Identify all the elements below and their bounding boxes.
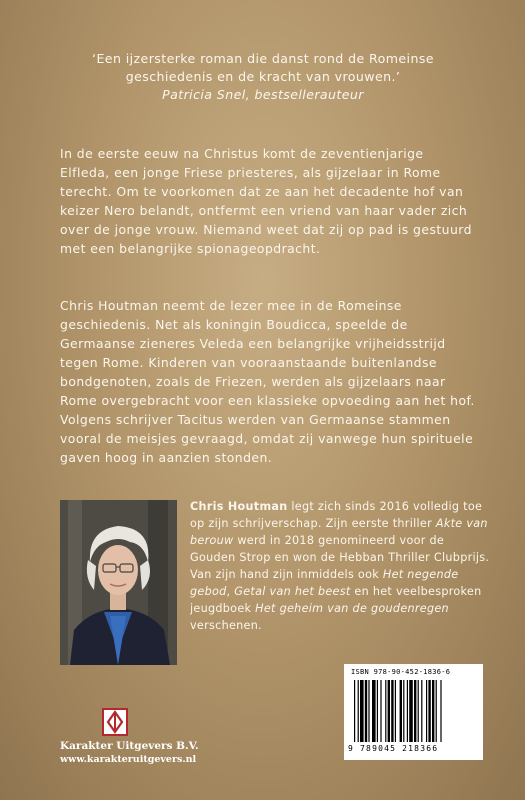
publisher-name: Karakter Uitgevers B.V. [60, 740, 199, 752]
review-quote [48, 50, 478, 104]
quote-line-2: geschiedenis en de kracht van vrouwen.’ [125, 69, 401, 84]
isbn-digits: 9 789045 218366 [348, 744, 439, 753]
author-bio [190, 498, 490, 634]
bio-book-2: Het negende gebod [190, 568, 459, 598]
author-photo [60, 500, 177, 665]
author-name: Chris Houtman [190, 500, 288, 513]
publisher-logo [60, 708, 199, 766]
synopsis-paragraph: In de eerste eeuw na Christus komt de zeventienjarige Elfleda, een jonge Friese priesteres, als gijzelaar in Rome terecht. Om te voorkomen dat ze aan het decadente hof van keizer Nero belandt, ontfermt een vriend van haar vader zich over de jonge vrouw. Niemand weet dat zij op pad is gestuurd met een belangrijke spionageopdracht. [60, 146, 472, 256]
bio-book-4: Het geheim van de goudenregen [255, 602, 449, 615]
bio-text-5: verschenen. [190, 619, 262, 632]
bio-text-4: en het veelbesproken jeugdboek [190, 585, 482, 615]
bio-text-1: legt zich sinds 2016 volledig toe op zijn schrijverschap. Zijn eerste thriller [190, 500, 483, 530]
publisher-emblem-icon [102, 708, 128, 736]
bio-book-1: Akte van berouw [190, 517, 488, 547]
bio-text-3: , [226, 585, 235, 598]
publisher-url: www.karakteruitgevers.nl [60, 754, 197, 765]
bio-text-2: werd in 2018 genomineerd voor de Gouden Strop en won de Hebban Thriller Clubprijs. Van zijn hand zijn inmiddels ook [190, 534, 490, 581]
isbn-label: ISBN 978-90-452-1836-6 [351, 668, 451, 676]
quote-attribution: Patricia Snel, bestsellerauteur [162, 87, 364, 102]
isbn-barcode [344, 664, 483, 760]
barcode-bars [354, 680, 473, 742]
author-portrait-image [60, 500, 177, 665]
bio-book-3: Getal van het beest [234, 585, 351, 598]
quote-line-1: ‘Een ijzersterke roman die danst rond de Romeinse [92, 51, 434, 66]
context-paragraph: Chris Houtman neemt de lezer mee in de Romeinse geschiedenis. Net als koningin Boudicca, speelde de Germaanse zieneres Veleda een belangrijke vrijheidsstrijd tegen Rome. Kinderen van vooraanstaande buitenlandse bondgenoten, zoals de Friezen, werden als gijzelaars naar Rome overgebracht voor een klassieke opvoeding aan het hof. Volgens schrijver Tacitus werden van Germaanse stammen vooral de meisjes gevraagd, omdat zij vanwege hun spirituele gaven hoog in aanzien stonden. [60, 298, 475, 465]
